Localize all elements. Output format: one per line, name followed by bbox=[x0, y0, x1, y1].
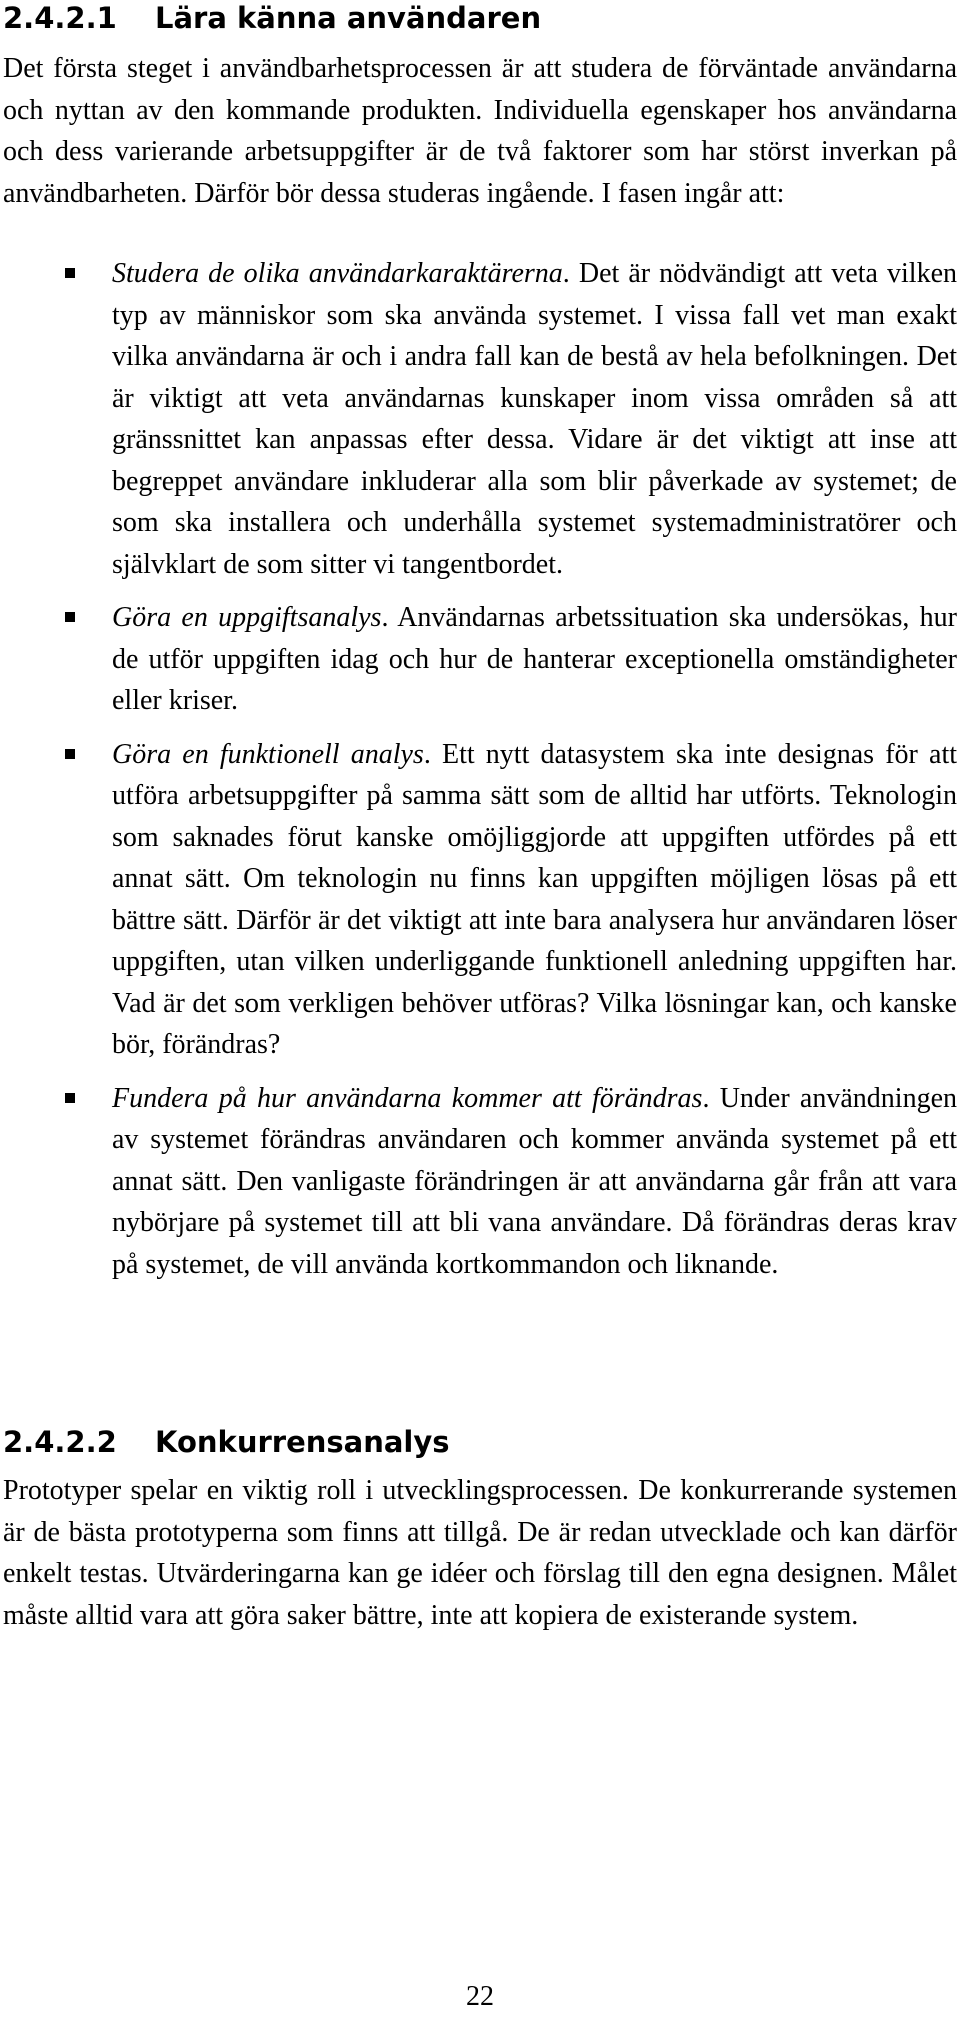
list-item-text: . Det är nödvändigt att veta vilken typ av människor som ska använda systemet. I vissa fall vet man exakt vilka användarna är och i andra fall kan de bestå av hela befolkningen. Det är viktigt att veta användarnas kunskaper inom vissa områden så att gränssnittet kan anpassas efter dessa. Vidare är det viktigt att inse att begreppet användare inkluderar alla som blir påverkade av systemet; de som ska installera och underhålla systemet systemadministratörer och självklart de som sitter vi tangentbordet. bbox=[112, 258, 957, 580]
list-item-lead: Göra en uppgiftsanalys bbox=[112, 602, 382, 633]
section-heading-konkurrensanalys bbox=[3, 1424, 450, 1460]
list-item bbox=[0, 734, 960, 1066]
list-item bbox=[0, 253, 960, 585]
list-item-lead: Fundera på hur användarna kommer att förändras bbox=[112, 1082, 703, 1114]
list-item-text: . Under användningen av systemet förändras användaren och kommer använda systemet på ett annat sätt. Den vanligaste förändringen är att användarna går från att vara nybörjare på systemet till att bli vana användare. Då förändras deras krav på systemet, de vill använda kortkommandon och liknande. bbox=[112, 1082, 957, 1280]
list-item-text: . Ett nytt datasystem ska inte designas för att utföra arbetsuppgifter på samma sätt som de alltid har utförts. Teknologin som saknades förut kanske omöjliggjorde att uppgiften utfördes på ett annat sätt. Om teknologin nu finns kan uppgiften möjligen lösas på ett bättre sätt. Därför är det viktigt att inte bara analysera hur användaren löser uppgiften, utan vilken underliggande funktionell anledning uppgiften har. Vad är det som verkligen behöver utföras? Vilka lösningar kan, och kanske bör, förändras? bbox=[112, 738, 957, 1060]
section-intro-paragraph: Det första steget i användbarhetsprocessen är att studera de förväntade användarna och nyttan av den kommande produkten. Individuella egenskaper hos användarna och dess varierande arbetsuppgifter är de två faktorer som har störst inverkan på användbarheten. Därför bör dessa studeras ingående. I fasen ingår att: bbox=[3, 53, 957, 209]
list-item-lead: Studera de olika användarkaraktärerna bbox=[112, 258, 563, 289]
square-bullet-icon bbox=[65, 612, 75, 622]
bullet-list bbox=[0, 253, 960, 1285]
section-number: 2.4.2.2 bbox=[3, 1425, 117, 1459]
section-number: 2.4.2.1 bbox=[3, 1, 117, 35]
square-bullet-icon bbox=[65, 749, 75, 759]
list-item bbox=[0, 597, 960, 722]
section-intro-paragraph: Prototyper spelar en viktig roll i utvecklingsprocessen. De konkurrerande systemen är de bästa prototyperna som finns att tillgå. De är redan utvecklade och kan därför enkelt testas. Utvärderingarna kan ge idéer och förslag till den egna designen. Målet måste alltid vara att göra saker bättre, inte att kopiera de existerande system. bbox=[3, 1475, 957, 1631]
section-heading-lara-kanna-anvandaren bbox=[3, 0, 541, 36]
list-item-lead: Göra en funktionell analys bbox=[112, 738, 424, 770]
list-item bbox=[0, 1078, 960, 1286]
section-title: Konkurrensanalys bbox=[155, 1425, 450, 1459]
page-number: 22 bbox=[466, 1981, 494, 2012]
square-bullet-icon bbox=[65, 1093, 75, 1103]
list-item-text: . Användarnas arbetssituation ska undersökas, hur de utför uppgiften idag och hur de hanterar exceptionella omständigheter eller kriser. bbox=[112, 602, 957, 716]
section-title: Lära känna användaren bbox=[155, 1, 542, 35]
square-bullet-icon bbox=[65, 268, 75, 278]
